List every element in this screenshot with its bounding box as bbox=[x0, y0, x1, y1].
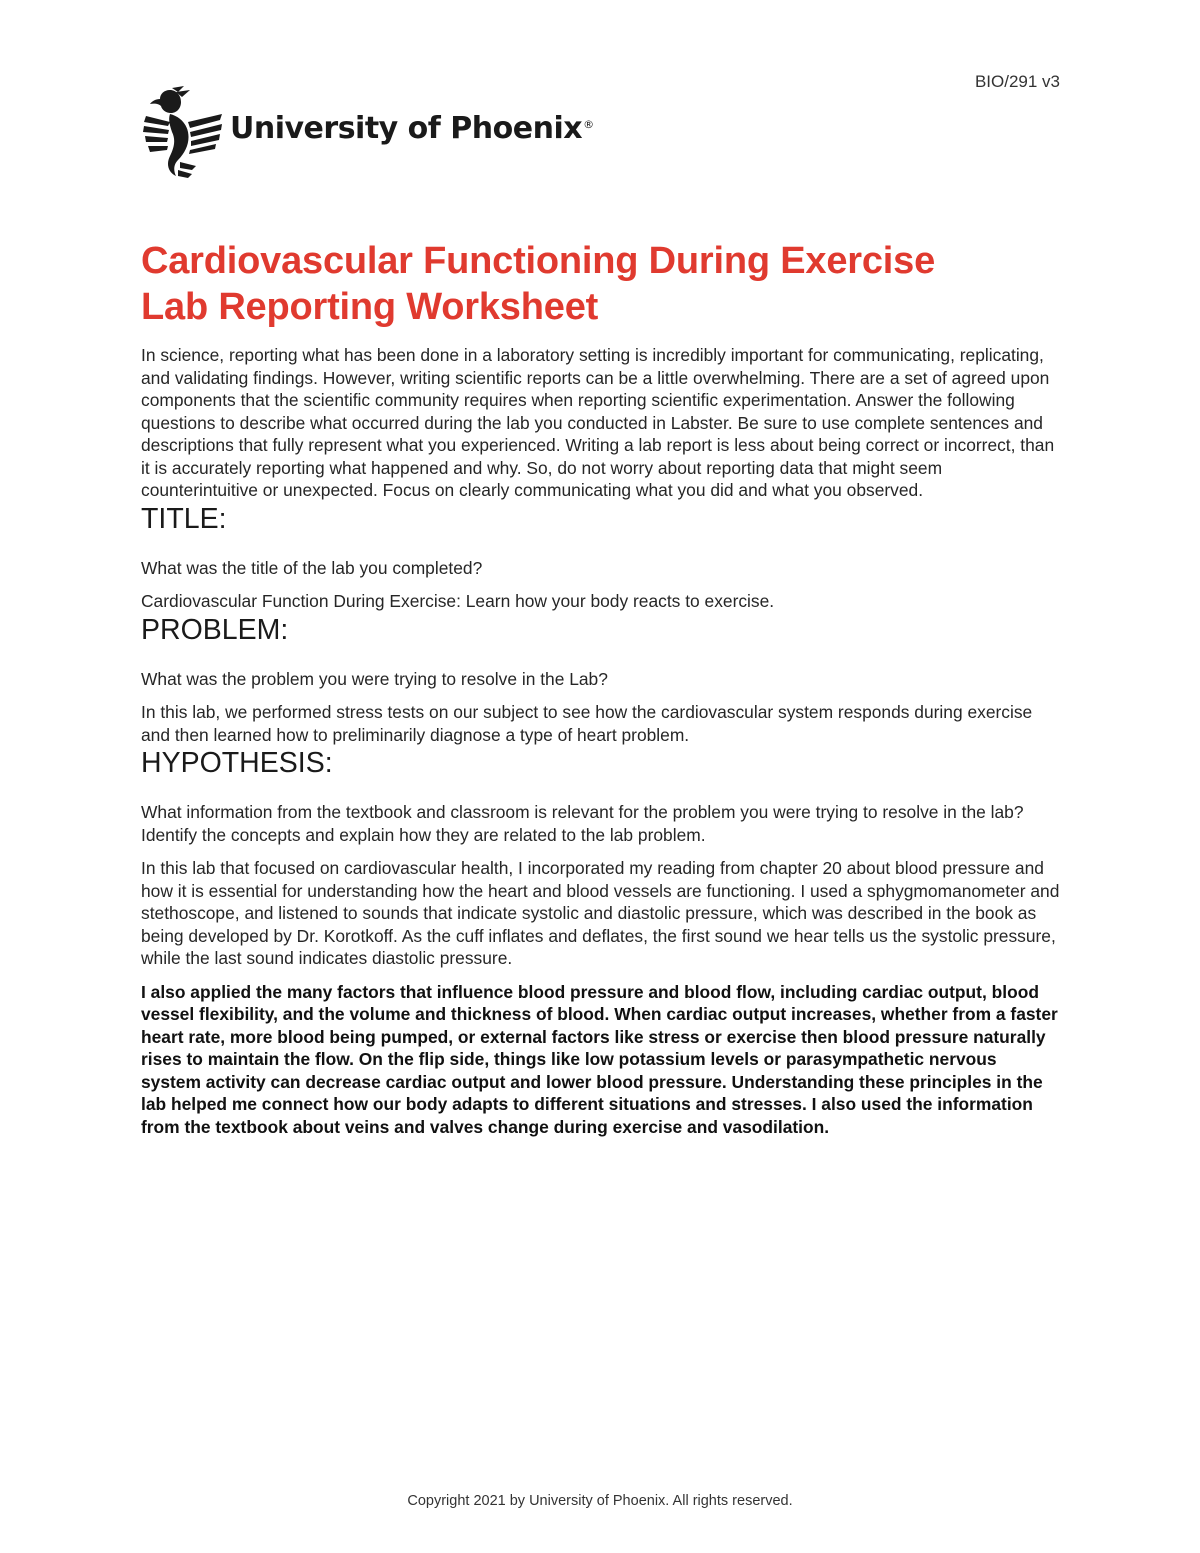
title-answer: Cardiovascular Function During Exercise: Learn how your body reacts to exercise. bbox=[141, 591, 775, 611]
intro-paragraph: In science, reporting what has been done in a laboratory setting is incredibly important for communicating, replicating, and validating findings. However, writing scientific reports can be a little overwhelming. There are a set of agreed upon components that the scientific community requires when reporting scientific experimentation. Answer the following questions to describe what occurred during the lab you conducted in Labster. Be sure to use complete sentences and descriptions that fully represent what you experienced. Writing a lab report is less about being correct or incorrect, than it is accurately reporting what happened and why. So, do not worry about reporting data that might seem counterintuitive or unexpected. Focus on clearly communicating what you did and what you observed. bbox=[141, 345, 1055, 500]
title-question: What was the title of the lab you completed? bbox=[141, 557, 483, 578]
registered-mark: ® bbox=[583, 117, 594, 131]
problem-question: What was the problem you were trying to resolve in the Lab? bbox=[141, 668, 608, 689]
section-heading-problem: PROBLEM: bbox=[141, 613, 289, 646]
document-title bbox=[141, 238, 1061, 330]
worksheet-body bbox=[141, 238, 1061, 1138]
logo-text: University of Phoenix bbox=[230, 110, 583, 146]
hypothesis-question: What information from the textbook and classroom is relevant for the problem you were trying to resolve in the lab? Identify the concepts and explain how they are related to the lab problem. bbox=[141, 802, 1024, 845]
problem-answer: In this lab, we performed stress tests on our subject to see how the cardiovascular system responds during exercise and then learned how to preliminarily diagnose a type of heart problem. bbox=[141, 702, 1033, 745]
logo-wordmark bbox=[230, 111, 594, 146]
section-heading-hypothesis: HYPOTHESIS: bbox=[141, 747, 333, 779]
section-heading-title: TITLE: bbox=[141, 502, 227, 535]
hypothesis-answer-bold: I also applied the many factors that influence blood pressure and blood flow, including cardiac output, blood vessel flexibility, and the volume and thickness of blood. When cardiac output increases, whether from a faster heart rate, more blood being pumped, or external factors like stress or exercise then blood pressure naturally rises to maintain the flow. On the flip side, things like low potassium levels or parasympathetic nervous system activity can decrease cardiac output and lower blood pressure. Understanding these principles in the lab helped me connect how our body adapts to different situations and stresses. I also used the information from the textbook about veins and valves change during exercise and vasodilation. bbox=[141, 981, 1058, 1137]
document-title-line-2: Lab Reporting Worksheet bbox=[141, 286, 599, 328]
document-title-line-1: Cardiovascular Functioning During Exercise bbox=[141, 240, 936, 282]
phoenix-bird-icon bbox=[140, 86, 224, 178]
hypothesis-answer: In this lab that focused on cardiovascular health, I incorporated my reading from chapter 20 about blood pressure and how it is essential for understanding how the heart and blood vessels are functioning. I used a sphygmomanometer and stethoscope, and listened to sounds that indicate systolic and diastolic pressure, which was described in the book as being developed by Dr. Korotkoff. As the cuff inflates and deflates, the first sound we hear tells us the systolic pressure, while the last sound indicates diastolic pressure. bbox=[141, 858, 1060, 968]
course-code: BIO/291 v3 bbox=[974, 72, 1060, 91]
copyright-footer: Copyright 2021 by University of Phoenix. All rights reserved. bbox=[407, 1493, 793, 1509]
university-logo bbox=[140, 84, 594, 180]
